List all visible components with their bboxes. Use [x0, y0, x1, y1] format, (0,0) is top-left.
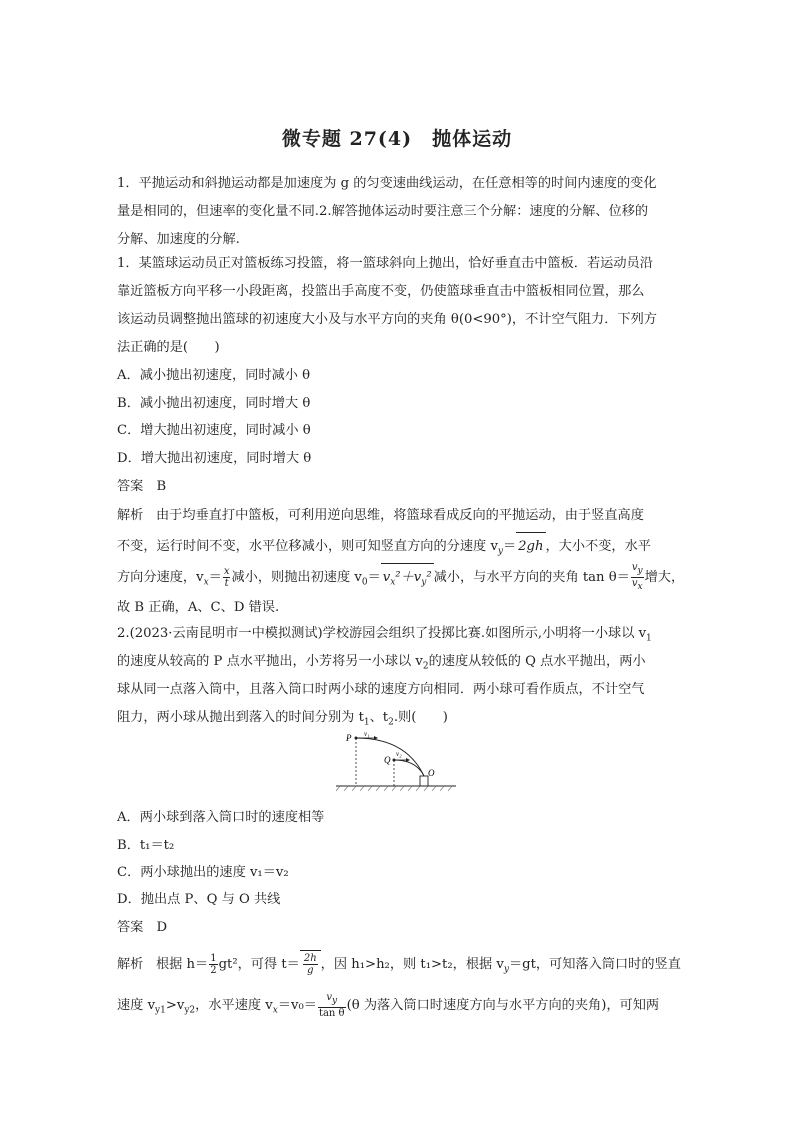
q2-analysis-text-2c: ＝v₀＝ — [277, 998, 317, 1013]
label-v2: v₂ — [396, 750, 402, 758]
q1-option-c: C．增大抛出初速度，同时减小 θ — [117, 423, 311, 438]
q2-analysis-text-1a: 根据 h＝ — [155, 957, 209, 972]
q2-option-d: D．抛出点 P、Q 与 O 共线 — [117, 892, 281, 907]
q1-analysis-text-3a: 方向分速度，v — [117, 570, 204, 585]
q1-option-a: A．减小抛出初速度，同时减小 θ — [117, 368, 311, 383]
q2-analysis-text-2d: (θ 为落入筒口时速度方向与水平方向的夹角)，可知两 — [346, 998, 660, 1013]
q2-analysis-text-2a: 速度 v — [117, 998, 156, 1013]
q2-text-4: 阻力，两小球从抛出到落入的时间分别为 t — [117, 710, 364, 725]
q1-line-4: 法正确的是( ) — [117, 340, 220, 355]
q1-analysis-text-2b: ＝ — [502, 539, 517, 554]
analysis-label: 解析 — [117, 508, 144, 523]
q2-text-2b: 的速度从较低的 Q 点水平抛出，两小 — [428, 654, 646, 669]
q1-analysis-text-2a: 不变，运行时间不变，水平位移减小，则可知竖直方向的分速度 v — [117, 539, 498, 554]
q1-option-d: D．增大抛出初速度，同时增大 θ — [117, 451, 312, 466]
sqrt-2h-over-g: $\frac{2h}{g}$ — [300, 950, 321, 979]
q1-analysis-line-1 — [117, 502, 644, 530]
q1-answer: 答案 B — [117, 479, 167, 494]
projectile-figure — [336, 728, 456, 794]
q1-option-b: B．减小抛出初速度，同时增大 θ — [117, 396, 311, 411]
q2-analysis-line-1: 解析 根据 h＝ $\frac{1}{2}$ gt²，可得 t＝ $\frac{2h}{g}$ ，因 h₁>h₂，则 t₁>t₂，根据 $v_y=gt$，可知落入筒口时的竖直 — [117, 950, 681, 984]
intro-line-1: 1．平抛运动和斜抛运动都是加速度为 g 的匀变速曲线运动，在任意相等的时间内速度的变化 — [117, 176, 657, 191]
q2-option-b: B．t₁＝t₂ — [117, 838, 175, 853]
fraction-vy-over-tan: $\frac{v_y}{\text{tan θ}}$ — [318, 992, 345, 1019]
fraction-vy-over-vx: $\frac{v_y}{v_x}$ — [631, 562, 643, 592]
q1-analysis-text-1: 由于均垂直打中篮板，可利用逆向思维，将篮球看成反向的平抛运动，由于竖直高度 — [155, 508, 644, 523]
q2-line-1: 2.(2023·云南昆明市一中模拟测试)学校游园会组织了投掷比赛.如图所示,小明将一小球以 $v_1$ — [117, 626, 652, 644]
fraction-one-half: $\frac{1}{2}$ — [210, 953, 217, 976]
q2-text-2: 的速度从较高的 P 点水平抛出，小芳将另一小球以 v — [117, 654, 423, 669]
q1-analysis-text-3c: 减小，与水平方向的夹角 tan θ＝ — [433, 570, 630, 585]
label-O: O — [428, 768, 435, 778]
label-P: P — [346, 733, 352, 743]
q1-line-1: 1．某篮球运动员正对篮板练习投篮，将一篮球斜向上抛出，恰好垂直击中篮板．若运动员沿 — [117, 256, 653, 271]
label-v1: v₁ — [364, 730, 370, 738]
q2-text-1: 2.(2023·云南昆明市一中模拟测试)学校游园会组织了投掷比赛.如图所示,小明将一小球以 v — [117, 626, 647, 641]
q2-answer: 答案 D — [117, 920, 168, 935]
q1-line-2: 靠近篮板方向平移一小段距离，投篮出手高度不变，仍使篮球垂直击中篮板相同位置，那么 — [117, 284, 645, 299]
q2-line-2: 的速度从较高的 P 点水平抛出，小芳将另一小球以 $v_2$的速度从较低的 Q 点水平抛出，两小 — [117, 654, 646, 672]
q2-option-c: C．两小球抛出的速度 v₁＝v₂ — [117, 865, 289, 880]
q2-analysis-text-2b: ，水平速度 v — [195, 998, 273, 1013]
label-Q: Q — [384, 755, 391, 765]
q2-analysis-text-1b: gt²，可得 t＝ — [218, 957, 300, 972]
q2-analysis-line-2: 速度 $v_{y1}>v_{y2}$，水平速度 $v_x=v_0=$ $\frac{v_y}{\text{tan θ}}$ (θ 为落入筒口时速度方向与水平方向的夹角)，可知两 — [117, 992, 660, 1019]
intro-line-3: 分解、加速度的分解. — [117, 232, 240, 247]
q2-text-4b: 、t — [369, 710, 389, 725]
q1-analysis-line-2: 不变，运行时间不变，水平位移减小，则可知竖直方向的分速度 $v_y= 2gh$ ，大小不变，水平 — [117, 532, 651, 566]
sqrt-vx2-vy2: $v_x^2+v_y^2$ — [381, 563, 434, 597]
q1-analysis-text-3b: 减小，则抛出初速度 v — [231, 570, 362, 585]
q1-analysis-text-2c: ，大小不变，水平 — [545, 539, 651, 554]
page-title: 微专题 27(4) 抛体运动 — [281, 128, 513, 150]
q1-analysis-line-4: 故 B 正确，A、C、D 错误. — [117, 600, 280, 615]
sqrt-2gh: 2gh — [516, 532, 545, 561]
q2-analysis-text-1c: ，因 h₁>h₂，则 t₁>t₂，根据 v — [320, 957, 504, 972]
q1-analysis-text-3d: 增大， — [644, 570, 685, 585]
analysis-label: 解析 — [117, 957, 144, 972]
q1-analysis-line-3: 方向分速度，$v_x=$ $\frac{x}{t}$ 减小，则抛出初速度 $v_0= v_x^2+v_y^2$ 减小，与水平方向的夹角 tan θ＝ $\frac{v_y}{v_x}$ 增大， — [117, 562, 684, 597]
q2-line-4: 阻力，两小球从抛出到落入的时间分别为 $t_1$、$t_2$.则( ) — [117, 710, 448, 728]
q2-text-4c: .则( ) — [393, 710, 448, 725]
q2-line-3: 球从同一点落入筒中，且落入筒口时两小球的速度方向相同．两小球可看作质点，不计空气 — [117, 682, 645, 697]
q2-option-a: A．两小球到落入筒口时的速度相等 — [117, 810, 325, 825]
intro-line-2: 量是相同的，但速率的变化量不同.2.解答抛体运动时要注意三个分解：速度的分解、位移的 — [117, 204, 649, 219]
q1-line-3: 该运动员调整抛出篮球的初速度大小及与水平方向的夹角 θ(0<90°)，不计空气阻力．下列方 — [117, 312, 657, 327]
q2-analysis-text-1d: ＝gt，可知落入筒口时的竖直 — [508, 957, 681, 972]
fraction-x-over-t: $\frac{x}{t}$ — [223, 566, 230, 589]
